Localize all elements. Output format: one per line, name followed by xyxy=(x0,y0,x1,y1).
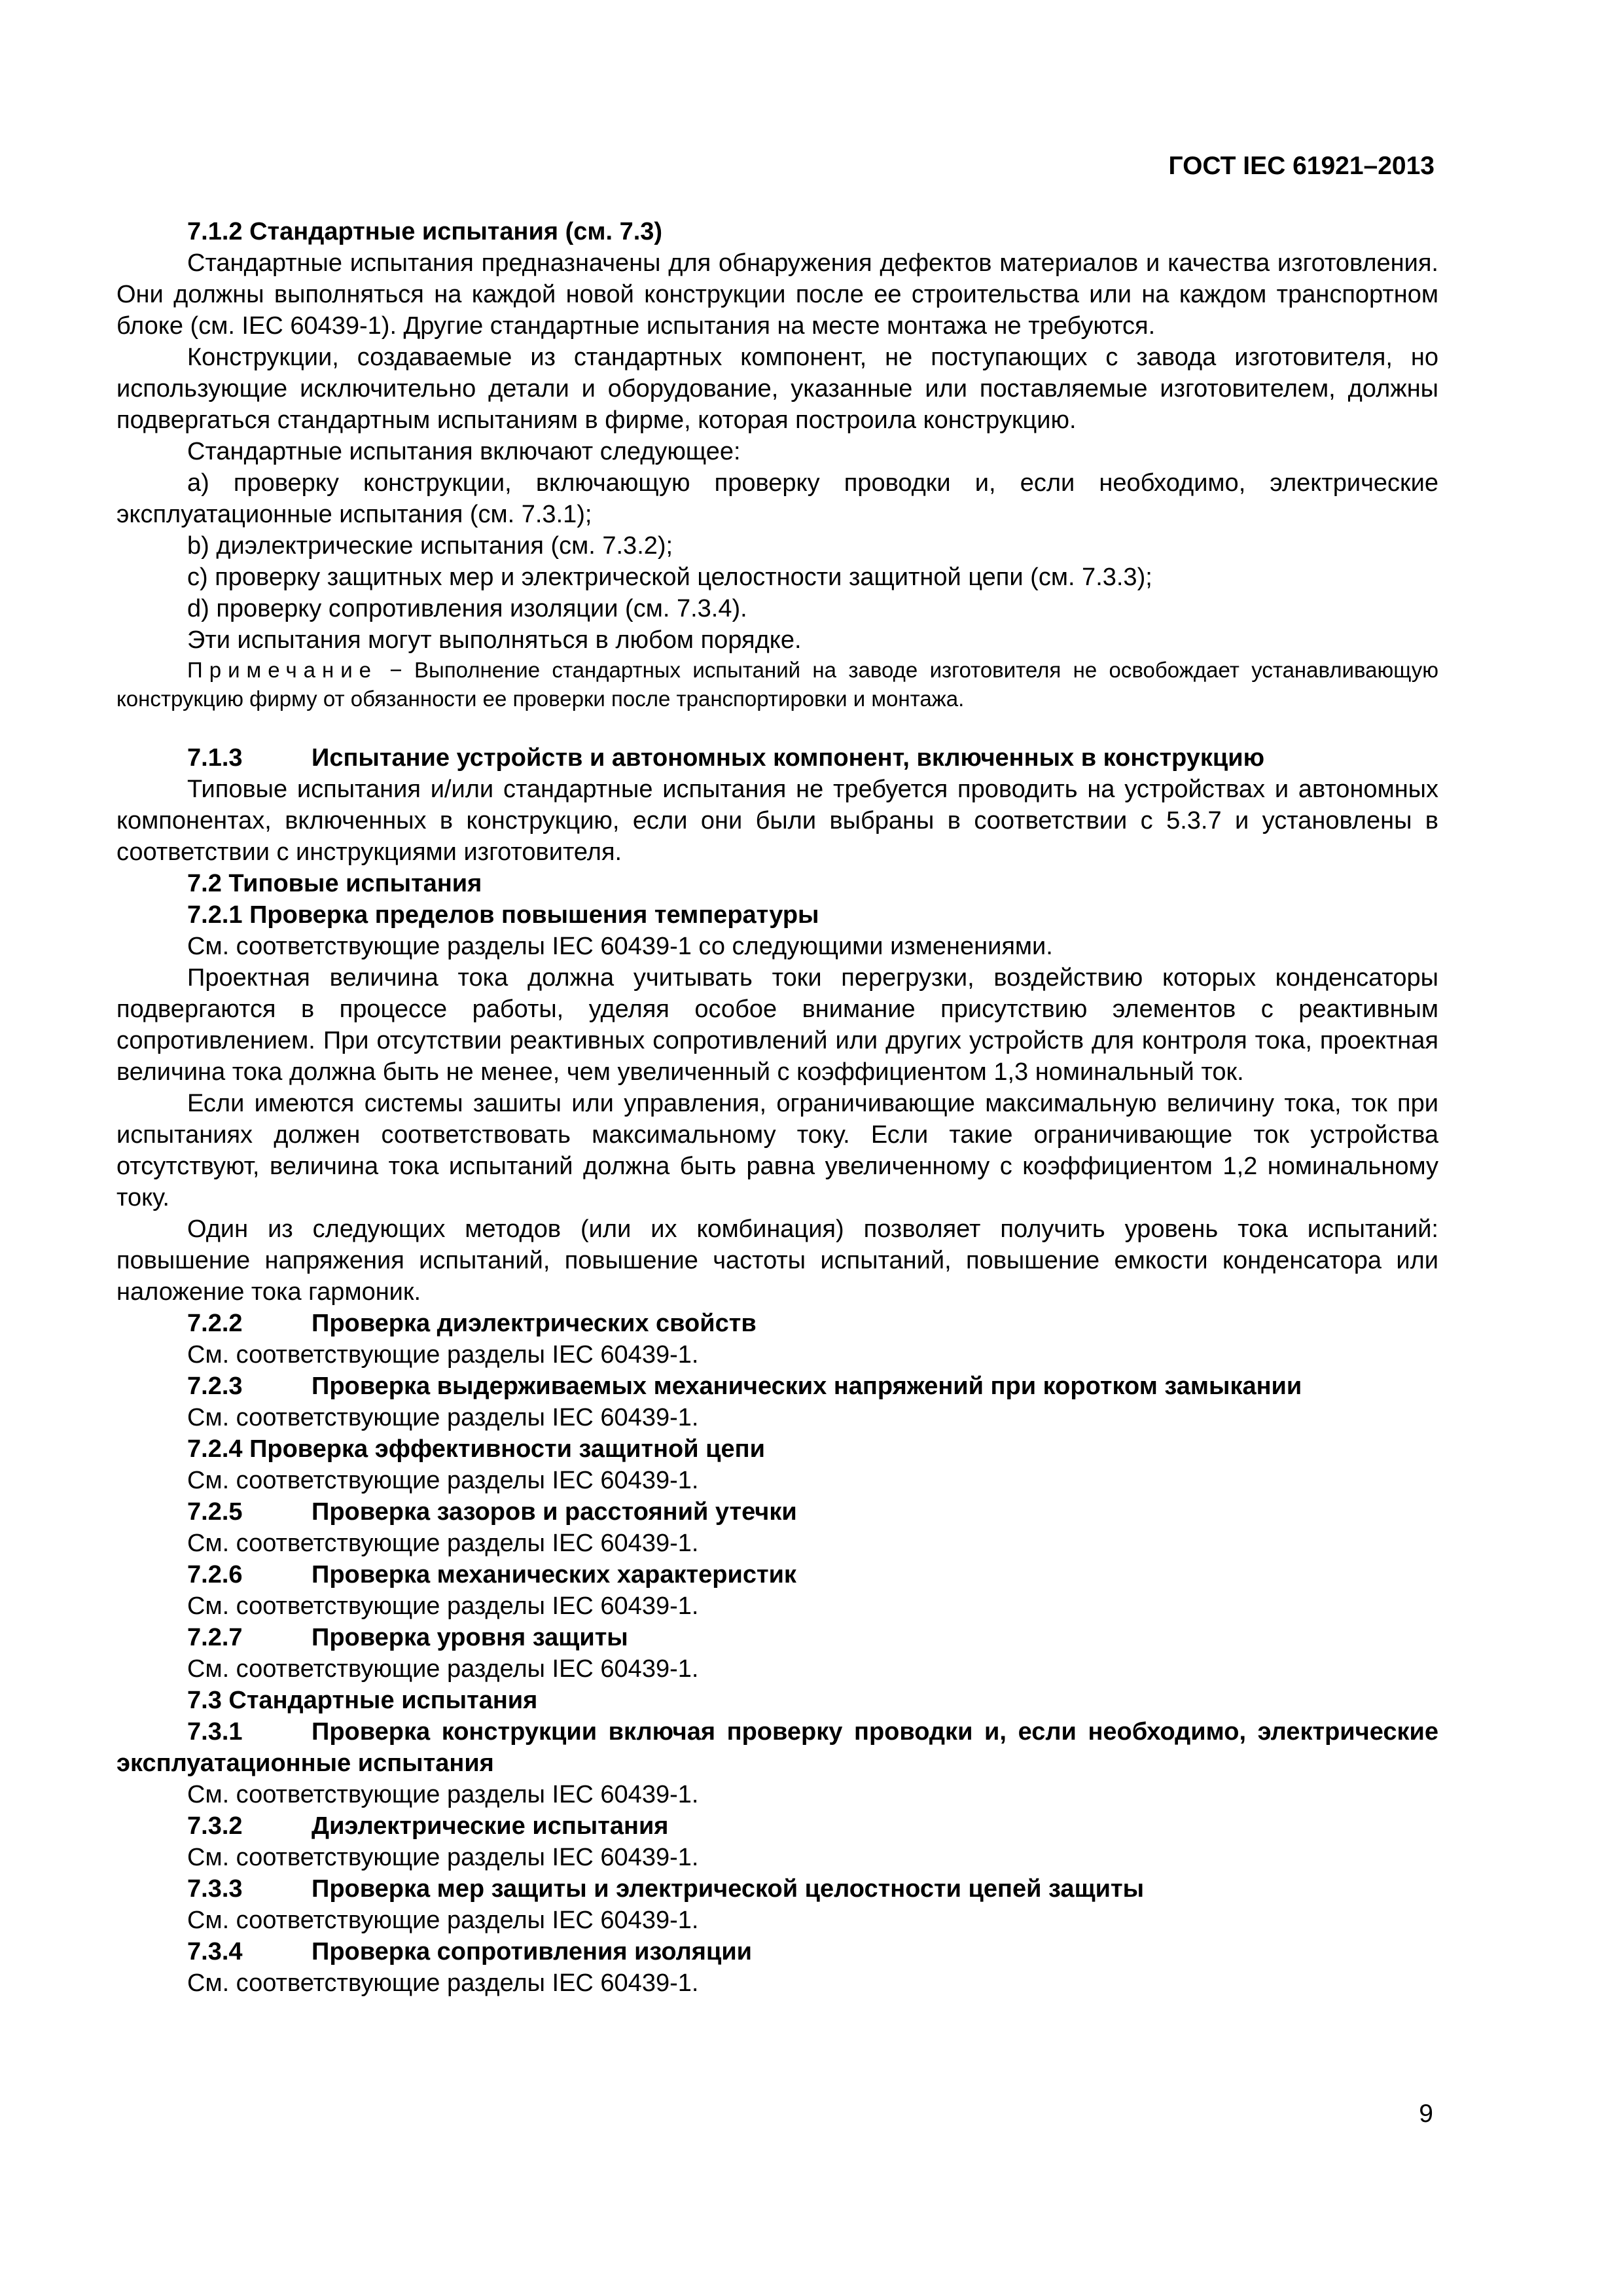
page-number: 9 xyxy=(1419,2100,1433,2128)
section-title: Проверка выдерживаемых механических напряжений при коротком замыкании xyxy=(312,1372,1302,1400)
section-title: Проверка механических характеристик xyxy=(312,1561,796,1588)
reference-line: См. соответствующие разделы IEC 60439-1. xyxy=(187,1969,699,1997)
section-heading-7-2-6 xyxy=(116,1559,1438,1590)
reference-line: См. соответствующие разделы IEC 60439-1. xyxy=(187,1530,699,1557)
reference-line: См. соответствующие разделы IEC 60439-1. xyxy=(187,1655,699,1683)
section-heading-7-2: 7.2 Типовые испытания xyxy=(187,870,482,897)
section-number: 7.3.2 xyxy=(187,1812,243,1840)
list-item-c: c) проверку защитных мер и электрической целостности защитной цепи (см. 7.3.3); xyxy=(187,564,1152,591)
section-heading-7-2-2 xyxy=(116,1308,1438,1339)
section-heading-7-2-1: 7.2.1 Проверка пределов повышения температуры xyxy=(187,901,819,929)
section-heading-7-2-7 xyxy=(116,1622,1438,1653)
section-heading-7-1-2: 7.1.2 Стандартные испытания (см. 7.3) xyxy=(187,218,663,245)
section-number: 7.2.5 xyxy=(187,1498,243,1526)
section-title: Диэлектрические испытания xyxy=(312,1812,669,1840)
reference-line: См. соответствующие разделы IEC 60439-1. xyxy=(187,1341,699,1369)
section-heading-7-3-2 xyxy=(116,1810,1438,1842)
section-number: 7.3.4 xyxy=(187,1938,243,1965)
document-code-header: ГОСТ IEC 61921–2013 xyxy=(1168,152,1435,180)
section-number: 7.3.1 xyxy=(187,1718,243,1746)
section-title: Испытание устройств и автономных компонент, включенных в конструкцию xyxy=(312,744,1265,772)
section-title: Проверка сопротивления изоляции xyxy=(312,1938,753,1965)
note xyxy=(116,656,1438,713)
paragraph: Если имеются системы зашиты или управления, ограничивающие максимальную величину тока, ток при испытаниях должен соответствовать максимальному току. Если такие ограничивающие ток устройства отсутствуют, величина тока испытаний должна быть равна увеличенному с коэффициентом 1,2 номинальному току. xyxy=(116,1090,1438,1211)
reference-line: См. соответствующие разделы IEC 60439-1. xyxy=(187,1781,699,1808)
section-heading-7-2-3 xyxy=(116,1371,1438,1402)
paragraph: См. соответствующие разделы IEC 60439-1 со следующими изменениями. xyxy=(187,933,1053,960)
reference-line: См. соответствующие разделы IEC 60439-1. xyxy=(187,1592,699,1620)
reference-line: См. соответствующие разделы IEC 60439-1. xyxy=(187,1907,699,1934)
reference-line: См. соответствующие разделы IEC 60439-1. xyxy=(187,1844,699,1871)
list-item-a: a) проверку конструкции, включающую проверку проводки и, если необходимо, электрические эксплуатационные испытания (см. 7.3.1); xyxy=(116,469,1438,528)
section-number: 7.2.3 xyxy=(187,1372,243,1400)
paragraph: Стандартные испытания включают следующее: xyxy=(187,438,741,465)
section-heading-7-3: 7.3 Стандартные испытания xyxy=(187,1687,538,1714)
section-heading-7-1-3 xyxy=(116,742,1438,774)
section-title: Проверка конструкции включая проверку проводки и, если необходимо, электрические эксплуатационные испытания xyxy=(116,1718,1438,1777)
reference-line: См. соответствующие разделы IEC 60439-1. xyxy=(187,1404,699,1431)
section-number: 7.2.7 xyxy=(187,1624,243,1651)
section-number: 7.3.3 xyxy=(187,1875,243,1903)
section-number: 7.2.2 xyxy=(187,1310,243,1337)
section-title: Проверка мер защиты и электрической целостности цепей защиты xyxy=(312,1875,1145,1903)
section-title: Проверка уровня защиты xyxy=(312,1624,628,1651)
reference-line: См. соответствующие разделы IEC 60439-1. xyxy=(187,1467,699,1494)
paragraph: Конструкции, создаваемые из стандартных компонент, не поступающих с завода изготовителя, но использующие исключительно детали и оборудование, указанные или поставляемые изготовителем, должны подвергаться стандартным испытаниям в фирме, которая построила конструкцию. xyxy=(116,344,1438,434)
section-number: 7.1.3 xyxy=(187,744,243,772)
section-heading-7-2-4: 7.2.4 Проверка эффективности защитной цепи xyxy=(187,1435,765,1463)
document-body xyxy=(116,216,1438,1999)
section-heading-7-3-4 xyxy=(116,1936,1438,1967)
paragraph: Типовые испытания и/или стандартные испытания не требуется проводить на устройствах и автономных компонентах, включенных в конструкцию, если они были выбраны в соответствии с 5.3.7 и установлены в соответствии с инструкциями изготовителя. xyxy=(116,776,1438,866)
paragraph: Эти испытания могут выполняться в любом порядке. xyxy=(187,626,802,654)
section-title: Проверка зазоров и расстояний утечки xyxy=(312,1498,797,1526)
section-title: Проверка диэлектрических свойств xyxy=(312,1310,757,1337)
note-text: − Выполнение стандартных испытаний на заводе изготовителя не освобождает устанавливающую конструкцию фирму от обязанности ее проверки после транспортировки и монтажа. xyxy=(116,658,1438,711)
section-heading-7-2-5 xyxy=(116,1496,1438,1528)
note-label: Примечание xyxy=(187,658,378,682)
paragraph: Проектная величина тока должна учитывать токи перегрузки, воздействию которых конденсаторы подвергаются в процессе работы, уделяя особое внимание присутствию элементов с реактивным сопротивлением. При отсутствии реактивных сопротивлений или других устройств для контроля тока, проектная величина тока должна быть не менее, чем увеличенный с коэффициентом 1,3 номинальный ток. xyxy=(116,964,1438,1086)
section-heading-7-3-3 xyxy=(116,1873,1438,1905)
paragraph: Один из следующих методов (или их комбинация) позволяет получить уровень тока испытаний: повышение напряжения испытаний, повышение частоты испытаний, повышение емкости конденсатора или наложение тока гармоник. xyxy=(116,1215,1438,1306)
paragraph: Стандартные испытания предназначены для обнаружения дефектов материалов и качества изготовления. Они должны выполняться на каждой новой конструкции после ее строительства или на каждом транспортном блоке (см. IEC 60439-1). Другие стандартные испытания на месте монтажа не требуются. xyxy=(116,249,1438,340)
section-heading-7-3-1 xyxy=(116,1716,1438,1779)
list-item-d: d) проверку сопротивления изоляции (см. 7.3.4). xyxy=(187,595,747,622)
section-number: 7.2.6 xyxy=(187,1561,243,1588)
list-item-b: b) диэлектрические испытания (см. 7.3.2); xyxy=(187,532,673,560)
